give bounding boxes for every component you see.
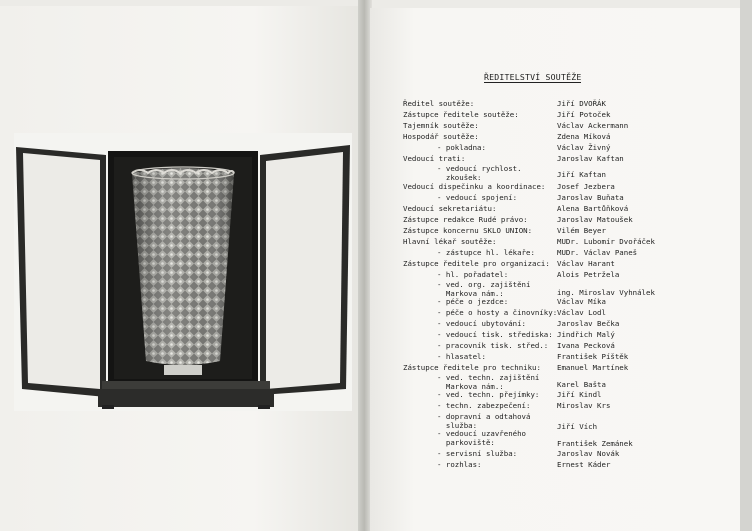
- entry-label: - vedoucí uzavřeného parkoviště:: [437, 429, 526, 447]
- entry-value: Karel Bašta: [557, 380, 606, 389]
- entry-label: Ředitel soutěže:: [403, 99, 475, 108]
- entry-value: Václav Lodl: [557, 308, 606, 317]
- entry-label: - vedoucí rychlost. zkoušek:: [437, 164, 522, 182]
- entry-label: - servisní služba:: [437, 449, 518, 458]
- entry-label: - péče o jezdce:: [437, 297, 509, 306]
- entry-value: Ivana Pecková: [557, 341, 615, 350]
- entry-label: Zástupce ředitele soutěže:: [403, 110, 519, 119]
- entry-value: Jaroslav Kaftan: [557, 154, 624, 163]
- entry-value: Emanuel Martínek: [557, 363, 629, 372]
- entry-label: Tajemník soutěže:: [403, 121, 479, 130]
- entry-label: - vedoucí ubytování:: [437, 319, 526, 328]
- entry-value: Jiří Kaftan: [557, 170, 606, 179]
- entry-label: - hl. pořadatel:: [437, 270, 509, 279]
- entry-value: Josef Jezbera: [557, 182, 615, 191]
- entry-label: Vedoucí dispečinku a koordinace:: [403, 182, 546, 191]
- entry-label: - dopravní a odtahová služba:: [437, 412, 531, 430]
- entry-value: Jiří Vích: [557, 422, 598, 431]
- entry-value: Jaroslav Buňata: [557, 193, 624, 202]
- entry-label: - techn. zabezpečení:: [437, 401, 531, 410]
- entry-label: - ved. techn. zajištění Markova nám.:: [437, 373, 540, 391]
- entry-value: Jindřich Malý: [557, 330, 615, 339]
- entry-value: Ernest Káder: [557, 460, 611, 469]
- entry-label: Zástupce koncernu SKLO UNION:: [403, 226, 533, 235]
- entry-label: - péče o hosty a činovníky:: [437, 308, 558, 317]
- entry-label: - ved. techn. přejímky:: [437, 390, 540, 399]
- entry-value: Jaroslav Matoušek: [557, 215, 633, 224]
- entry-value: MUDr. Lubomír Dvořáček: [557, 237, 655, 246]
- entry-label: - ved. org. zajištění Markova nám.:: [437, 280, 531, 298]
- entry-value: František Píštěk: [557, 352, 629, 361]
- entry-label: - vedoucí spojení:: [437, 193, 518, 202]
- entry-label: - pracovník tisk. střed.:: [437, 341, 549, 350]
- entry-value: Vilém Beyer: [557, 226, 606, 235]
- entry-value: Miroslav Krs: [557, 401, 611, 410]
- entry-value: Jiří DVOŘÁK: [557, 99, 606, 108]
- entry-value: Václav Míka: [557, 297, 606, 306]
- entry-value: Václav Živný: [557, 143, 611, 152]
- entry-value: Alena Bartůňková: [557, 204, 629, 213]
- entry-value: Jiří Kindl: [557, 390, 602, 399]
- entry-label: Vedoucí sekretariátu:: [403, 204, 497, 213]
- entry-label: - zástupce hl. lékaře:: [437, 248, 535, 257]
- entry-value: MUDr. Václav Paneš: [557, 248, 638, 257]
- entry-value: Jiří Potoček: [557, 110, 611, 119]
- entry-value: ing. Miroslav Vyhnálek: [557, 288, 655, 297]
- entry-value: Alois Petržela: [557, 270, 620, 279]
- entry-label: Vedoucí trati:: [403, 154, 466, 163]
- entry-value: Václav Harant: [557, 259, 615, 268]
- entry-value: Jaroslav Bečka: [557, 319, 620, 328]
- entry-label: Hlavní lékař soutěže:: [403, 237, 497, 246]
- entry-value: Zdena Míková: [557, 132, 611, 141]
- entry-value: František Zemánek: [557, 439, 633, 448]
- entry-label: Zástupce redakce Rudé právo:: [403, 215, 528, 224]
- entry-label: Hospodář soutěže:: [403, 132, 479, 141]
- entry-label: - pokladna:: [437, 143, 486, 152]
- entry-label: Zástupce ředitele pro organizaci:: [403, 259, 550, 268]
- page-title: ŘEDITELSTVÍ SOUTĚŽE: [484, 72, 582, 82]
- entry-label: - rozhlas:: [437, 460, 482, 469]
- entry-value: Jaroslav Novák: [557, 449, 620, 458]
- entry-label: Zástupce ředitele pro techniku:: [403, 363, 541, 372]
- entry-value: Václav Ackermann: [557, 121, 629, 130]
- entry-label: - hlasatel:: [437, 352, 486, 361]
- entry-label: - vedoucí tisk. střediska:: [437, 330, 553, 339]
